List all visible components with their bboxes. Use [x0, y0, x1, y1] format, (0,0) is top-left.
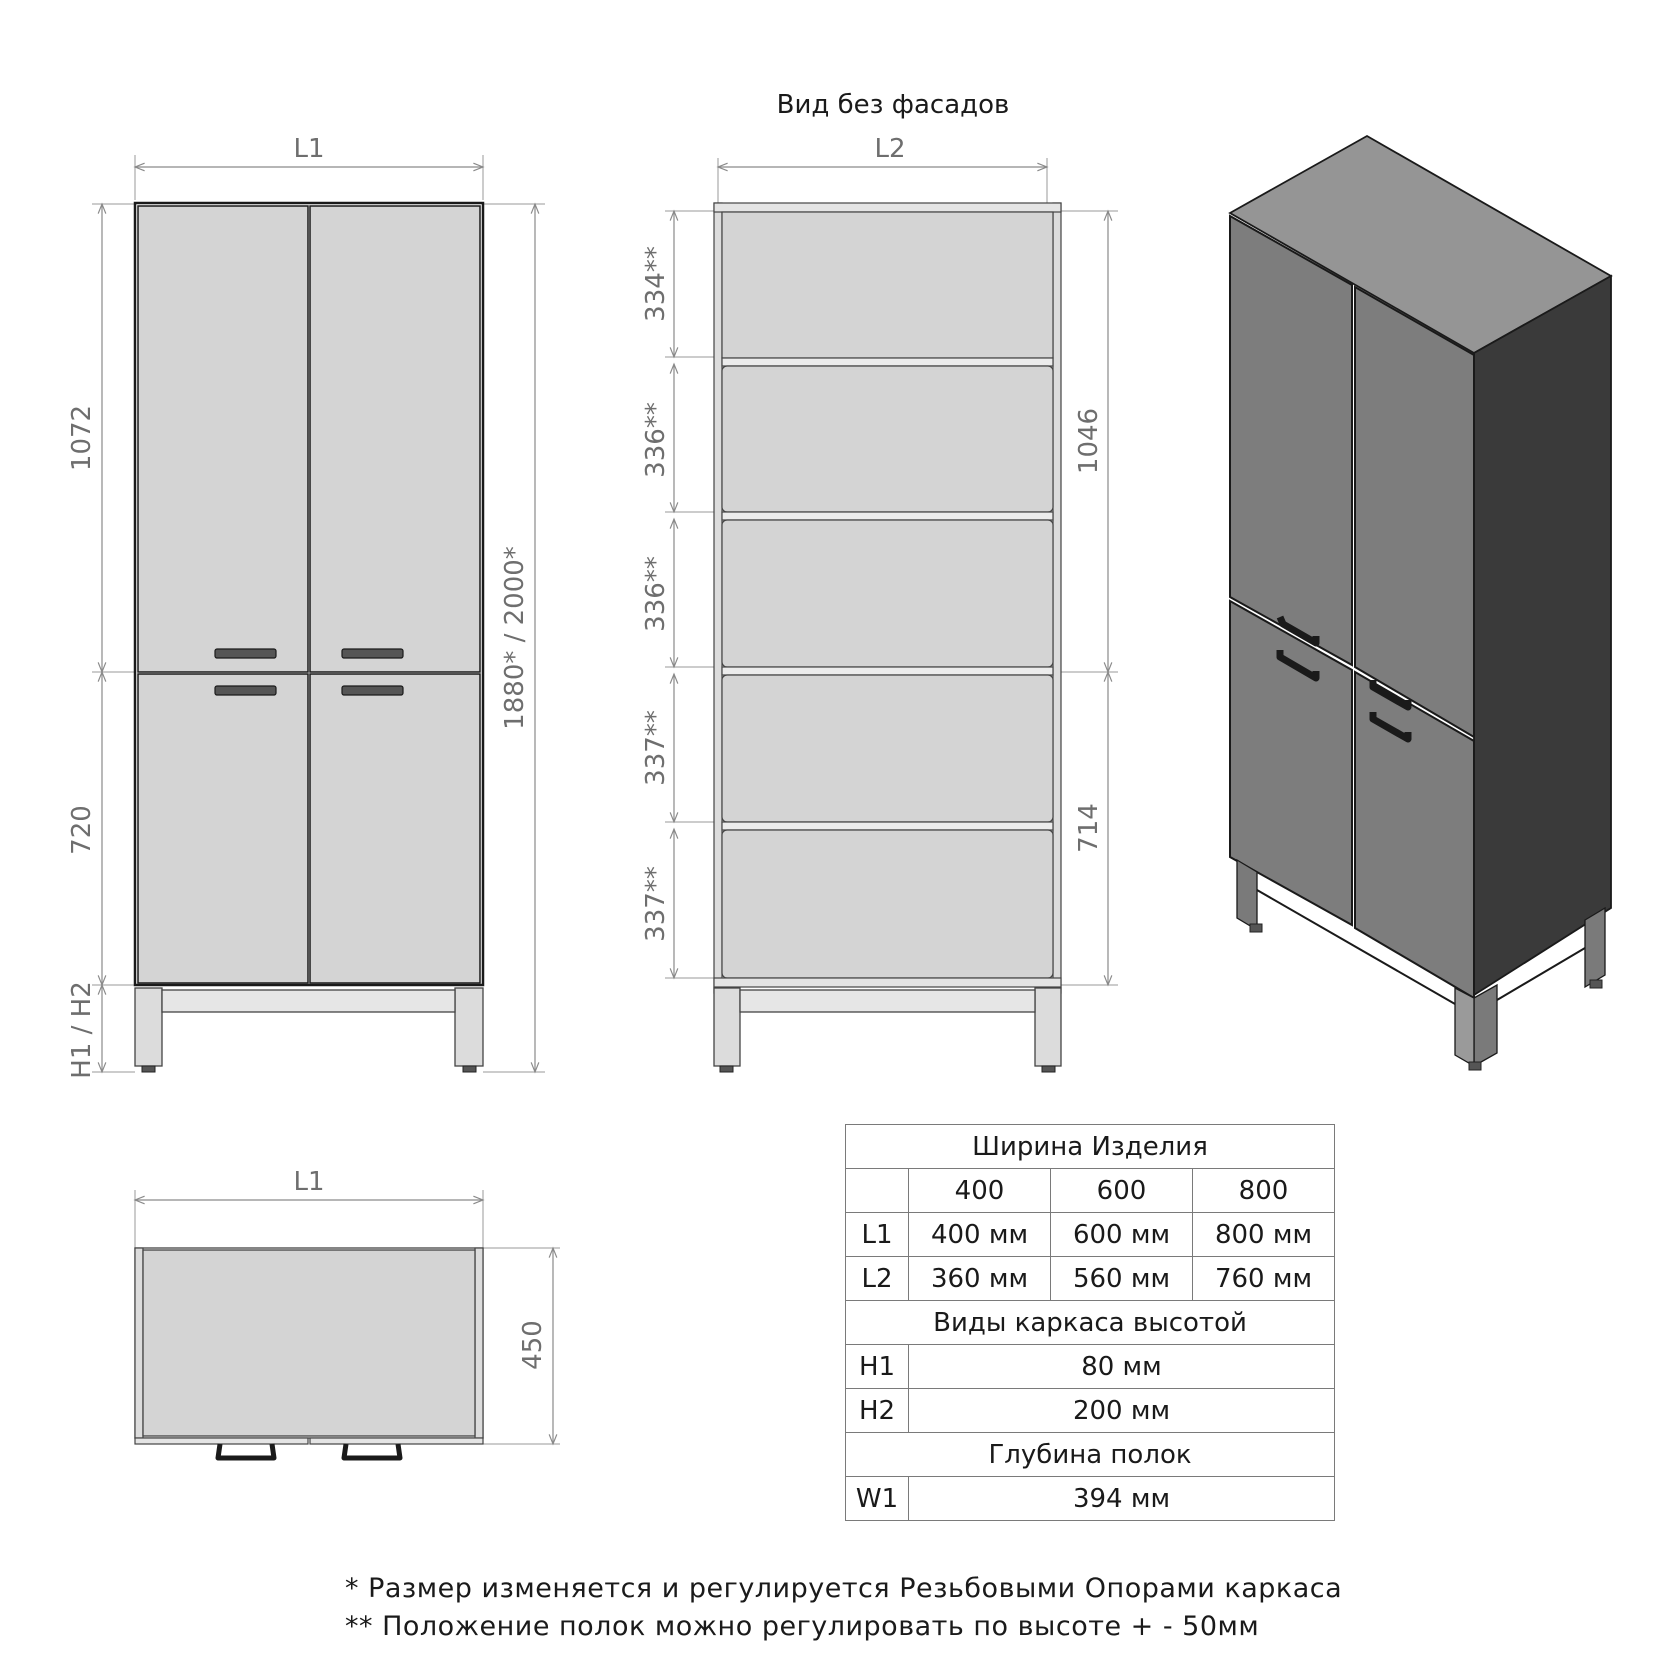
width-option: 400 [909, 1169, 1051, 1213]
width-option: 600 [1051, 1169, 1193, 1213]
width-header: Ширина Изделия [846, 1125, 1335, 1169]
table-row [846, 1257, 1335, 1301]
front-lower-height: 720 [67, 805, 97, 855]
frame-compartment [722, 675, 1053, 822]
isometric-view [1230, 136, 1611, 1070]
frame-compartment [722, 366, 1053, 512]
front-door-upper-right [310, 206, 480, 672]
top-depth-label: 450 [518, 1320, 548, 1370]
shelf-height-4: 337** [641, 710, 671, 786]
shelf-height-1: 334** [641, 246, 671, 322]
shelf-height-3: 336** [641, 556, 671, 632]
table-row [846, 1477, 1335, 1521]
row-value: 400 мм [909, 1213, 1051, 1257]
front-handle [342, 686, 403, 695]
shelf-header: Глубина полок [846, 1433, 1335, 1477]
row-label: H1 [846, 1345, 909, 1389]
row-value: 800 мм [1193, 1213, 1335, 1257]
row-label: L1 [846, 1213, 909, 1257]
front-door-lower-left [138, 674, 308, 983]
front-handle [215, 686, 276, 695]
footnote: ** Положение полок можно регулировать по высоте + - 50мм [345, 1611, 1260, 1642]
row-value: 360 мм [909, 1257, 1051, 1301]
frame-header: Виды каркаса высотой [846, 1301, 1335, 1345]
front-upper-height: 1072 [67, 404, 97, 472]
frame-view-title: Вид без фасадов [776, 90, 1010, 120]
table-row [846, 1345, 1335, 1389]
row-value: 600 мм [1051, 1213, 1193, 1257]
row-value: 394 мм [909, 1477, 1335, 1521]
top-width-label: L1 [293, 1167, 325, 1197]
empty-cell [846, 1169, 909, 1213]
frame-compartment [722, 830, 1053, 978]
row-value: 560 мм [1051, 1257, 1193, 1301]
row-label: H2 [846, 1389, 909, 1433]
top-view [135, 1167, 560, 1458]
front-handle [342, 649, 403, 658]
table-row [846, 1389, 1335, 1433]
frame-compartment [722, 520, 1053, 667]
footnotes [345, 1570, 1342, 1646]
top-handle [218, 1444, 274, 1458]
front-total-height: 1880* / 2000* [500, 546, 530, 730]
row-value: 760 мм [1193, 1257, 1335, 1301]
front-door-lower-right [310, 674, 480, 983]
width-option: 800 [1193, 1169, 1335, 1213]
row-value: 200 мм [909, 1389, 1335, 1433]
frame-width-label: L2 [874, 134, 906, 164]
frame-lower-height: 714 [1074, 803, 1104, 853]
front-width-label: L1 [293, 134, 325, 164]
footnote: * Размер изменяется и регулируется Резьбовыми Опорами каркаса [345, 1573, 1343, 1604]
front-handle [215, 649, 276, 658]
frame-compartment [722, 212, 1053, 358]
spec-table [845, 1124, 1335, 1521]
frame-upper-height: 1046 [1074, 407, 1104, 475]
shelf-height-2: 336** [641, 402, 671, 478]
frame-view [641, 90, 1118, 1072]
top-handle [344, 1444, 400, 1458]
row-value: 80 мм [909, 1345, 1335, 1389]
front-legs-height: H1 / H2 [67, 981, 97, 1079]
top-shelf [143, 1250, 475, 1436]
front-view [67, 134, 545, 1079]
table-row [846, 1213, 1335, 1257]
row-label: L2 [846, 1257, 909, 1301]
row-label: W1 [846, 1477, 909, 1521]
shelf-height-5: 337** [641, 866, 671, 942]
front-door-upper-left [138, 206, 308, 672]
